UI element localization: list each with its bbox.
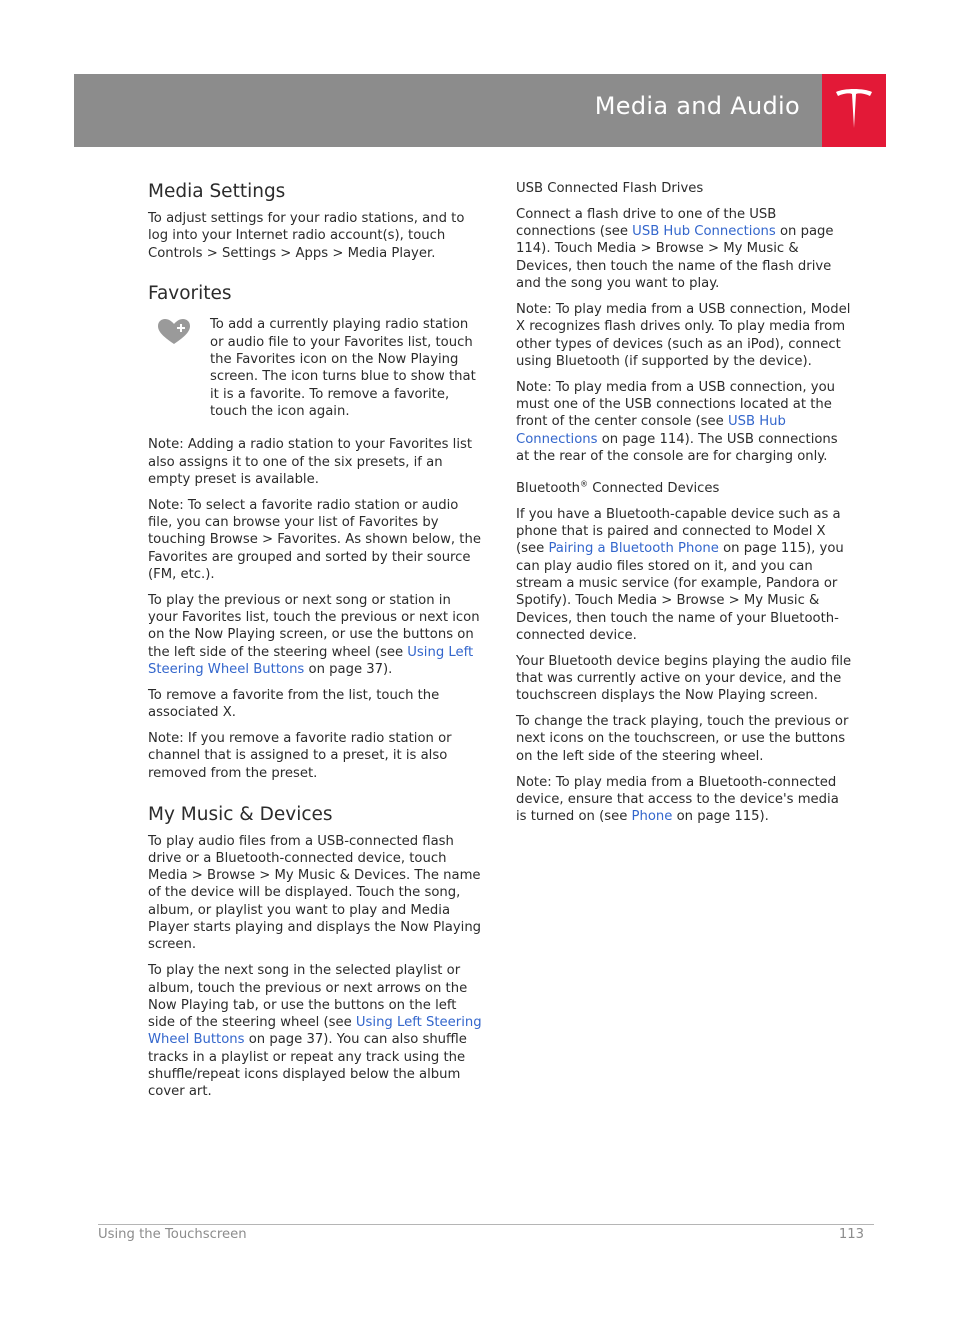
media-settings-text: To adjust settings for your radio stations, and to log into your Internet radio account(s), touch Controls > Settings > Apps > Media Player. [148, 211, 465, 261]
favorites-note-1: Note: Adding a radio station to your Favorites list also assigns it to one of the six presets, if an empty preset is available. [148, 437, 473, 487]
bluetooth-heading: Bluetooth® Connected Devices [516, 479, 720, 496]
bluetooth-text-3: To change the track playing, touch the previous or next icons on the touchscreen, or use the buttons on the left side of the steering wheel. [516, 714, 849, 764]
bluetooth-text-2: Your Bluetooth device begins playing the audio file that was currently active on your device, and the touchscreen displays the Now Playing screen. [516, 653, 852, 704]
link-left-steering-buttons-2[interactable]: Using Left Steering Wheel Buttons [148, 1015, 482, 1048]
footer-section-name: Using the Touchscreen [98, 1227, 247, 1242]
link-pairing-bluetooth-phone[interactable]: Pairing a Bluetooth Phone [548, 541, 719, 557]
favorites-icon-text: To add a currently playing radio station or audio file to your Favorites list, touch the Favorites icon on the Now Playing screen. The icon turns blue to show that it is a favorite. To remove a favorite, touch the icon again. [210, 317, 476, 419]
my-music-text-2: To play the next song in the selected playlist or album, touch the previous or next arrows on the Now Playing tab, or use the buttons on the left side of the steering wheel (see Using Left Steering Wheel Buttons on page 37). You can also shuffle tracks in a playlist or repeat any track using the shuffle/repeat icons displayed below the album cover art. [148, 963, 482, 1100]
favorites-note-2: Note: To select a favorite radio station or audio file, you can browse your list of Favorites by touching Browse > Favorites. As shown below, the Favorites are grouped and sorted by their source (FM, etc.). [148, 497, 481, 582]
usb-note-1: Note: To play media from a USB connection, Model X recognizes flash drives only. To play media from other types of devices (such as an iPod), connect using Bluetooth (if supported by the device). [516, 301, 851, 369]
page-number: 113 [838, 1227, 864, 1242]
bluetooth-note: Note: To play media from a Bluetooth-connected device, ensure that access to the device's media is turned on (see Phone on page 115). [516, 774, 839, 825]
favorites-remove-text: To remove a favorite from the list, touch the associated X. [148, 687, 440, 721]
link-left-steering-buttons[interactable]: Using Left Steering Wheel Buttons [148, 644, 474, 678]
usb-note-2: Note: To play media from a USB connection, you must one of the USB connections located at the front of the center console (see USB Hub Connections on page 114). The USB connections at the rear of the console are for charging only. [516, 379, 838, 464]
favorites-icon-block [148, 316, 483, 420]
bluetooth-text-1: If you have a Bluetooth-capable device such as a phone that is paired and connected to Model X (see Pairing a Bluetooth Phone on page 115), you can play audio files stored on it, and you can stream a music service (for example, Pandora or Spotify). Touch Media > Browse > My Music & Devices, then touch the name of your Bluetooth-connected device. [516, 506, 844, 643]
favorites-heading: Favorites [148, 283, 232, 305]
header-band [74, 74, 822, 147]
my-music-heading: My Music & Devices [148, 803, 333, 825]
my-music-text-1: To play audio files from a USB-connected flash drive or a Bluetooth-connected device, touch Media > Browse > My Music & Devices. The name of the device will be displayed. Touch the song, album, or playlist you want to play and Media Player starts playing and displays the Now Playing screen. [148, 833, 482, 953]
link-usb-hub-connections-2[interactable]: USB Hub Connections [516, 414, 786, 447]
favorites-prev-next-text: To play the previous or next song or station in your Favorites list, touch the previous or next icon on the Now Playing screen, or use the buttons on the left side of the steering wheel (see Using Left Steering Wheel Buttons on page 37). [148, 592, 480, 678]
link-phone[interactable]: Phone [631, 809, 673, 825]
left-column [148, 180, 483, 1109]
media-settings-heading: Media Settings [148, 181, 286, 202]
chapter-title: Media and Audio [594, 92, 800, 120]
right-column [516, 180, 852, 834]
tesla-logo-icon [822, 74, 886, 147]
favorites-heart-plus-icon [156, 318, 192, 351]
usb-text-1: Connect a flash drive to one of the USB connections (see USB Hub Connections on page 114). Touch Media > Browse > My Music & Devices, then touch the name of the flash drive and the song you want to play. [516, 206, 834, 292]
favorites-note-3: Note: If you remove a favorite radio station or channel that is assigned to a preset, it is also removed from the preset. [148, 731, 452, 781]
footer-divider [98, 1224, 874, 1225]
usb-heading: USB Connected Flash Drives [516, 181, 704, 196]
link-usb-hub-connections[interactable]: USB Hub Connections [632, 224, 776, 240]
